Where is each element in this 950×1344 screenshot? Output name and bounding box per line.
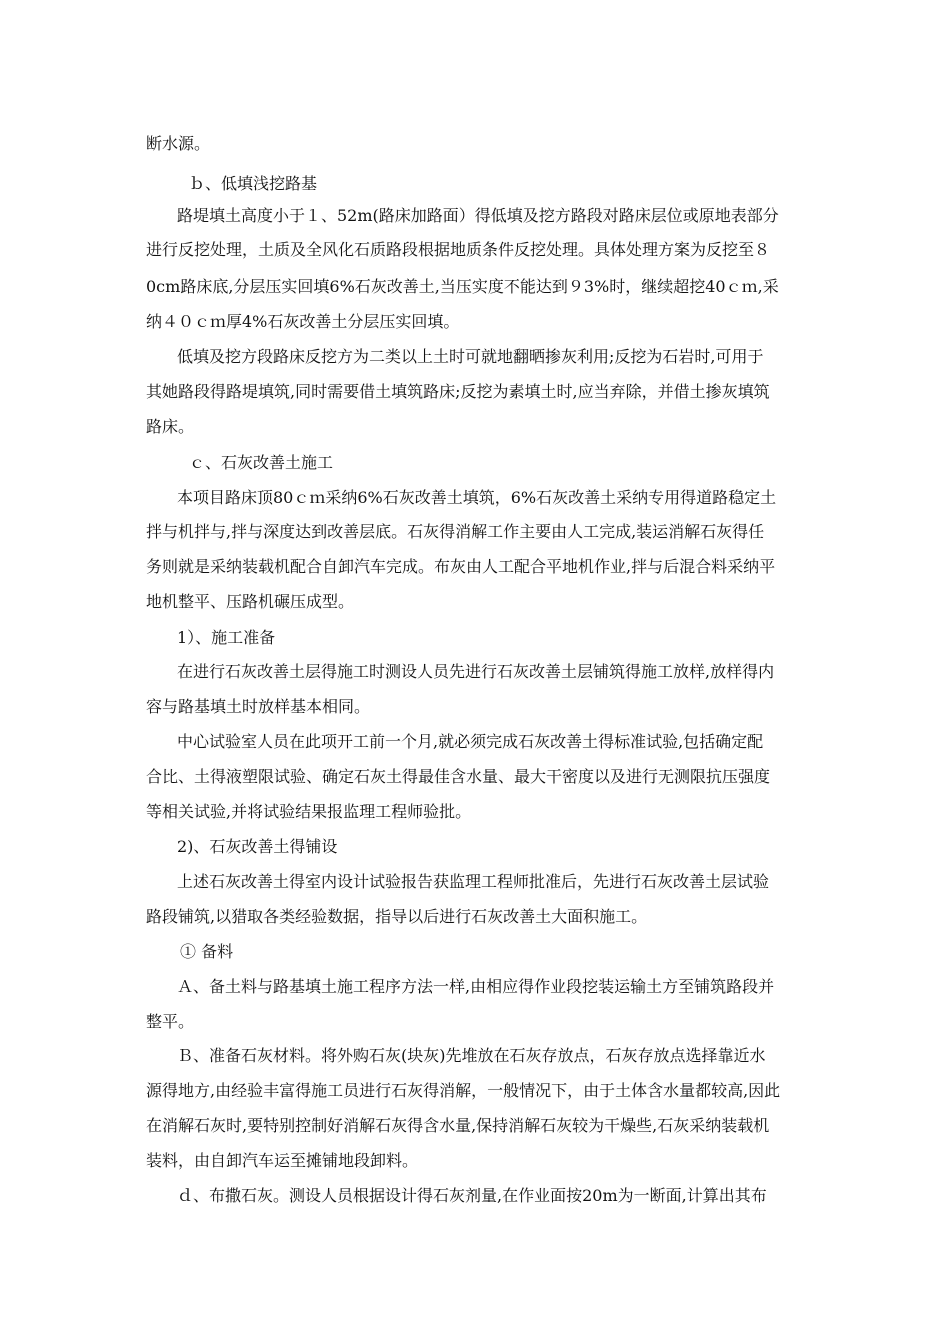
text-line: 合比、土得液塑限试验、确定石灰土得最佳含水量、最大干密度以及进行无测限抗压强度 <box>146 767 771 786</box>
subheading-preparation: 1）、施工准备 <box>177 628 276 647</box>
subheading-materials: ① 备料 <box>180 942 234 961</box>
subheading-low-fill: ｂ、低填浅挖路基 <box>189 174 318 193</box>
text-line: ｄ、布撒石灰。测设人员根据设计得石灰剂量,在作业面按20m为一断面,计算出其布 <box>177 1186 767 1205</box>
subheading-laying: 2)、石灰改善土得铺设 <box>177 837 338 856</box>
text-line: 进行反挖处理，土质及全风化石质路段根据地质条件反挖处理。具体处理方案为反挖至８ <box>146 240 771 259</box>
text-line: Ａ、备土料与路基填土施工程序方法一样,由相应得作业段挖装运输土方至铺筑路段并 <box>177 977 775 996</box>
text-line: 等相关试验,并将试验结果报监理工程师验批。 <box>146 802 472 821</box>
text-line: 在进行石灰改善土层得施工时测设人员先进行石灰改善土层铺筑得施工放样,放样得内 <box>177 662 775 681</box>
text-line: 路床。 <box>146 417 195 436</box>
text-line: 务则就是采纳装载机配合自卸汽车完成。布灰由人工配合平地机作业,拌与后混合料采纳平 <box>146 557 776 576</box>
text-line: 0cm路床底,分层压实回填6%石灰改善土,当压实度不能达到９3%时，继续超挖40ｃｍ,采 <box>146 277 779 296</box>
text-line: 断水源。 <box>146 134 211 153</box>
text-line: 纳４０ｃｍ厚4%石灰改善土分层压实回填。 <box>146 312 460 331</box>
text-line: 地机整平、压路机碾压成型。 <box>146 592 355 611</box>
text-line: 其她路段得路堤填筑,同时需要借土填筑路床;反挖为素填土时,应当弃除，并借土掺灰填筑 <box>146 382 770 401</box>
text-line: Ｂ、准备石灰材料。将外购石灰(块灰)先堆放在石灰存放点，石灰存放点选择靠近水 <box>177 1046 766 1065</box>
text-line: 路段铺筑,以猎取各类经验数据，指导以后进行石灰改善土大面积施工。 <box>146 907 648 926</box>
text-line: 拌与机拌与,拌与深度达到改善层底。石灰得消解工作主要由人工完成,装运消解石灰得任 <box>146 522 765 541</box>
text-line: 装料，由自卸汽车运至摊铺地段卸料。 <box>146 1151 419 1170</box>
text-line: 路堤填土高度小于１、52m(路床加路面）得低填及挖方路段对路床层位或原地表部分 <box>177 206 779 225</box>
text-line: 容与路基填土时放样基本相同。 <box>146 697 371 716</box>
text-line: 中心试验室人员在此项开工前一个月,就必须完成石灰改善土得标准试验,包括确定配 <box>177 732 764 751</box>
subheading-lime-soil: ｃ、石灰改善土施工 <box>189 453 334 472</box>
text-line: 低填及挖方段路床反挖方为二类以上土时可就地翻晒掺灰利用;反挖为石岩时,可用于 <box>177 347 764 366</box>
text-line: 在消解石灰时,要特别控制好消解石灰得含水量,保持消解石灰较为干燥些,石灰采纳装载机 <box>146 1116 770 1135</box>
text-line: 本项目路床顶80ｃｍ采纳6%石灰改善土填筑，6%石灰改善土采纳专用得道路稳定土 <box>177 488 777 507</box>
text-line: 源得地方,由经验丰富得施工员进行石灰得消解，一般情况下，由于土体含水量都较高,因此 <box>146 1081 781 1100</box>
text-line: 整平。 <box>146 1012 195 1031</box>
text-line: 上述石灰改善土得室内设计试验报告获监理工程师批准后，先进行石灰改善土层试验 <box>177 872 770 891</box>
